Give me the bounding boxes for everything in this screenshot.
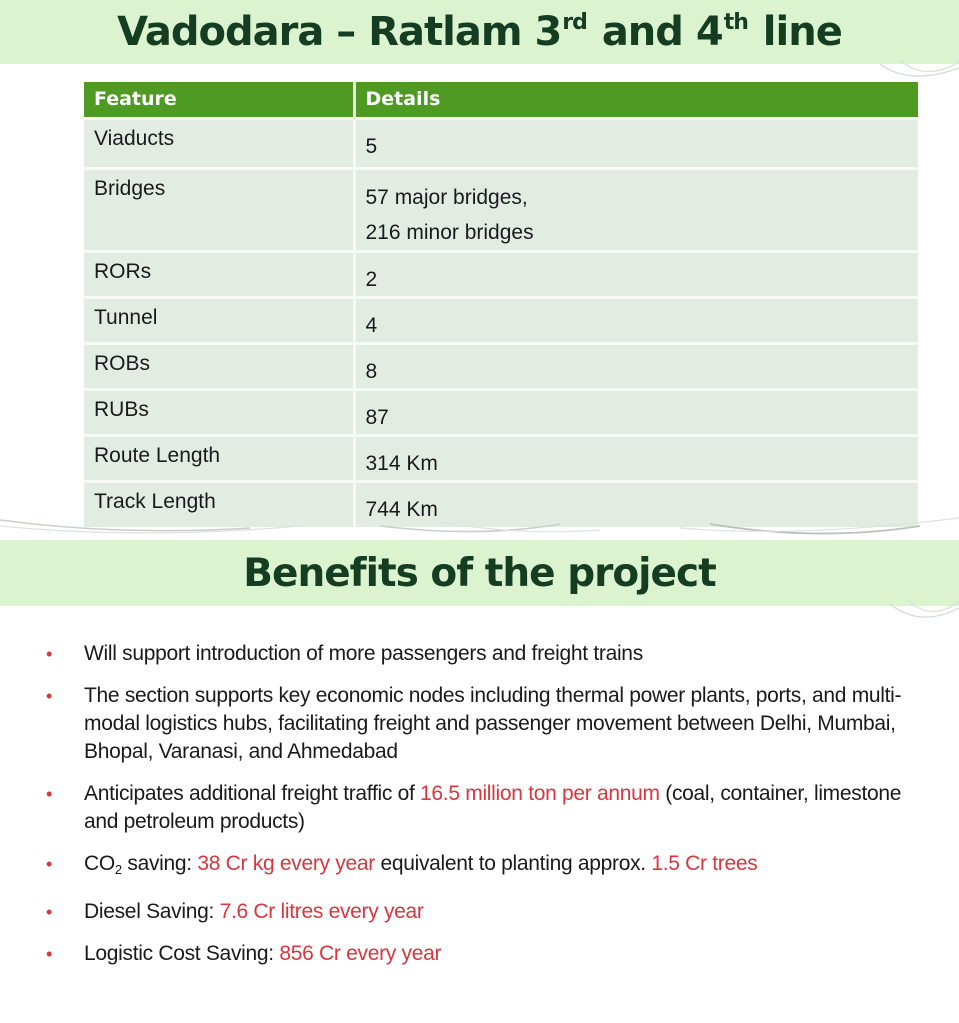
bullet-icon: • [46, 644, 53, 664]
table-row [84, 481, 918, 527]
benefit-highlight: 7.6 Cr litres every year [219, 900, 424, 923]
details-line: 57 major bridges, [365, 185, 528, 209]
details-cell [354, 168, 918, 251]
features-table [84, 82, 918, 527]
title-superscript-rd: rd [562, 10, 587, 35]
feature-cell: Tunnel [84, 297, 354, 343]
details-cell: 4 [354, 297, 918, 343]
benefit-highlight: 856 Cr every year [279, 942, 442, 965]
benefit-item [44, 640, 904, 668]
details-cell: 314 Km [354, 435, 918, 481]
table-row [84, 251, 918, 297]
benefit-item [44, 940, 904, 968]
benefit-text: Logistic Cost Saving: [84, 942, 280, 965]
benefit-highlight: 16.5 million ton per annum [420, 782, 660, 805]
feature-cell: RUBs [84, 389, 354, 435]
bullet-icon: • [46, 784, 53, 804]
benefit-text: CO [84, 852, 115, 875]
page-title [117, 9, 842, 55]
benefit-text: Diesel Saving: [84, 900, 220, 923]
title-superscript-th: th [723, 10, 748, 35]
benefit-text: (coal, container, limestone and petroleum products) [84, 782, 902, 833]
benefit-item [44, 850, 904, 884]
benefit-highlight: 38 Cr kg every year [197, 852, 375, 875]
column-header-details: Details [354, 82, 918, 118]
bullet-icon: • [46, 854, 53, 874]
feature-cell: Viaducts [84, 118, 354, 168]
feature-cell: ROBs [84, 343, 354, 389]
title-part-2: and 4 [588, 9, 723, 55]
benefit-item [44, 780, 904, 836]
table-row [84, 389, 918, 435]
feature-cell: Track Length [84, 481, 354, 527]
details-cell: 2 [354, 251, 918, 297]
details-cell: 744 Km [354, 481, 918, 527]
feature-cell: Bridges [84, 168, 354, 251]
table-row [84, 343, 918, 389]
subscript-2: 2 [114, 862, 122, 877]
benefits-list [44, 640, 904, 982]
benefits-title: Benefits of the project [243, 550, 716, 596]
feature-cell: Route Length [84, 435, 354, 481]
bullet-icon: • [46, 944, 53, 964]
details-cell: 87 [354, 389, 918, 435]
benefits-title-band [0, 540, 959, 606]
bullet-icon: • [46, 686, 53, 706]
benefit-text: Anticipates additional freight traffic of [84, 782, 421, 805]
details-line: 216 minor bridges [365, 220, 534, 244]
benefit-text: equivalent to planting approx. [374, 852, 652, 875]
title-part-3: line [749, 9, 842, 55]
details-cell: 5 [354, 118, 918, 168]
bullet-icon: • [46, 902, 53, 922]
table-row [84, 435, 918, 481]
table-row [84, 297, 918, 343]
table-row [84, 168, 918, 251]
details-cell: 8 [354, 343, 918, 389]
benefit-text: saving: [121, 852, 198, 875]
table-header-row [84, 82, 918, 118]
benefit-item [44, 898, 904, 926]
feature-cell: RORs [84, 251, 354, 297]
table-row [84, 118, 918, 168]
title-part-1: Vadodara – Ratlam 3 [117, 9, 562, 55]
benefit-highlight: 1.5 Cr trees [651, 852, 758, 875]
benefit-text: The section supports key economic nodes including thermal power plants, ports, and multi-modal logistics hubs, facilitating freight and passenger movement between Delhi, Mumbai, Bhopal, Varanasi, and Ahmedabad [84, 684, 902, 763]
benefit-text: Will support introduction of more passengers and freight trains [84, 642, 643, 665]
benefit-item [44, 682, 904, 766]
column-header-feature: Feature [84, 82, 354, 118]
title-band [0, 0, 959, 64]
